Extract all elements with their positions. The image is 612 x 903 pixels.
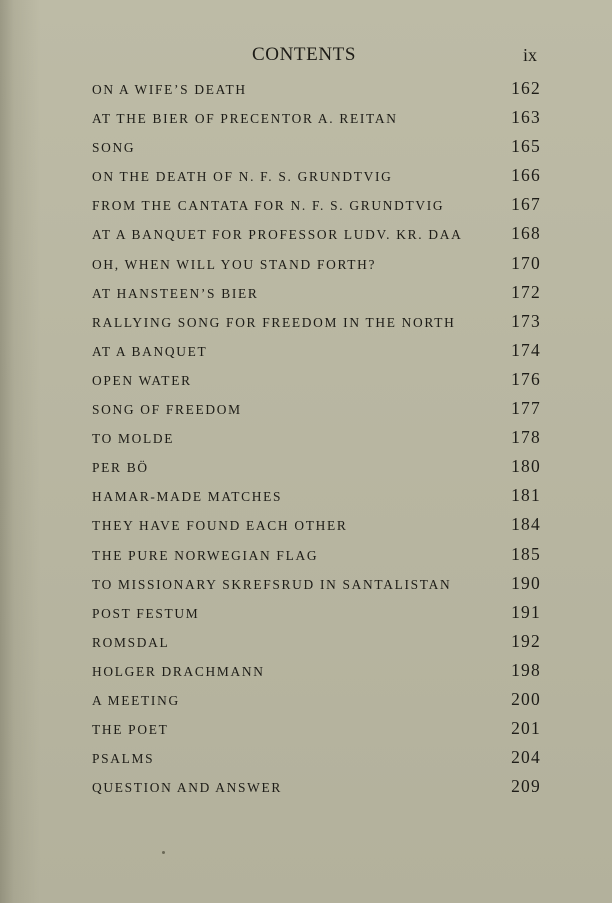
toc-entry-page: 168 [511,223,541,244]
toc-entry [0,221,612,250]
toc-entry [0,76,612,105]
toc-entry-page: 181 [511,485,541,506]
toc-entry-title: ON A WIFE’S DEATH [92,82,247,97]
toc-entry-title: OPEN WATER [92,372,192,388]
toc-entry [0,512,612,541]
toc-entry [0,542,612,571]
toc-entry [0,396,612,425]
table-of-contents [0,76,612,803]
toc-entry-title: ON THE DEATH OF N. F. S. GRUNDTVIG [92,169,393,185]
toc-entry [0,454,612,483]
toc-entry [0,483,612,512]
toc-entry [0,367,612,396]
toc-entry-page: 173 [511,310,541,331]
toc-entry-title: THE PURE NORWEGIAN FLAG [92,547,319,563]
toc-entry-title: HAMAR-MADE MATCHES [92,489,283,505]
toc-entry [0,105,612,134]
toc-entry-page: 200 [511,688,541,709]
toc-entry-title: POST FESTUM [92,605,200,621]
toc-entry-page: 191 [511,601,541,622]
toc-entry-page: 204 [511,747,541,768]
toc-entry [0,745,612,774]
toc-entry-title: ROMSDAL [92,634,170,650]
toc-entry-title: SONG OF FREEDOM [92,402,242,418]
paper-speck [162,851,165,854]
toc-entry-page: 177 [511,398,541,419]
toc-entry [0,600,612,629]
toc-entry-page: 178 [511,427,541,448]
toc-entry-page: 176 [511,368,541,389]
toc-entry-title: THE POET [92,722,169,738]
toc-entry-title: HOLGER DRACHMANN [92,663,265,679]
toc-entry-page: 174 [511,339,541,360]
toc-entry [0,163,612,192]
toc-entry-page: 192 [511,630,541,651]
toc-entry-title: SONG [92,140,136,156]
toc-entry-page: 166 [511,165,541,186]
toc-entry-title: AT A BANQUET FOR PROFESSOR LUDV. KR. DAA [92,227,463,243]
toc-entry-page: 162 [511,78,541,98]
toc-entry [0,338,612,367]
toc-entry-title: AT HANSTEEN’S BIER [92,285,259,301]
page-title: CONTENTS [252,44,357,65]
toc-entry-page: 209 [511,776,541,797]
toc-entry-title: FROM THE CANTATA FOR N. F. S. GRUNDTVIG [92,198,445,214]
toc-entry [0,251,612,280]
toc-entry-title: A MEETING [92,692,180,708]
toc-entry-page: 190 [511,572,541,593]
page-number: ix [523,45,538,65]
toc-entry-title: AT A BANQUET [92,343,208,359]
toc-entry [0,425,612,454]
toc-entry [0,309,612,338]
toc-entry [0,192,612,221]
toc-entry-page: 167 [511,194,541,215]
toc-entry-page: 198 [511,659,541,680]
toc-entry-page: 163 [511,107,541,128]
toc-entry-title: TO MISSIONARY SKREFSRUD IN SANTALISTAN [92,576,452,592]
toc-entry-title: RALLYING SONG FOR FREEDOM IN THE NORTH [92,314,456,330]
toc-entry [0,774,612,803]
toc-entry [0,134,612,163]
toc-entry-title: QUESTION AND ANSWER [92,780,283,796]
toc-entry-page: 165 [511,136,541,157]
toc-entry [0,280,612,309]
page-header [0,44,612,70]
toc-entry [0,571,612,600]
toc-entry-page: 172 [511,281,541,302]
toc-entry-page: 184 [511,514,541,535]
toc-entry-title: OH, WHEN WILL YOU STAND FORTH? [92,256,377,272]
toc-entry-title: THEY HAVE FOUND EACH OTHER [92,518,348,534]
toc-entry [0,629,612,658]
toc-entry-page: 201 [511,718,541,739]
toc-entry [0,716,612,745]
toc-entry-title: AT THE BIER OF PRECENTOR A. REITAN [92,111,398,127]
toc-entry-title: TO MOLDE [92,431,175,447]
toc-entry [0,658,612,687]
toc-entry-page: 180 [511,456,541,477]
toc-entry-title: PSALMS [92,751,155,767]
toc-entry-page: 185 [511,543,541,564]
toc-entry [0,687,612,716]
toc-entry-title: PER BÖ [92,460,149,476]
toc-entry-page: 170 [511,252,541,273]
